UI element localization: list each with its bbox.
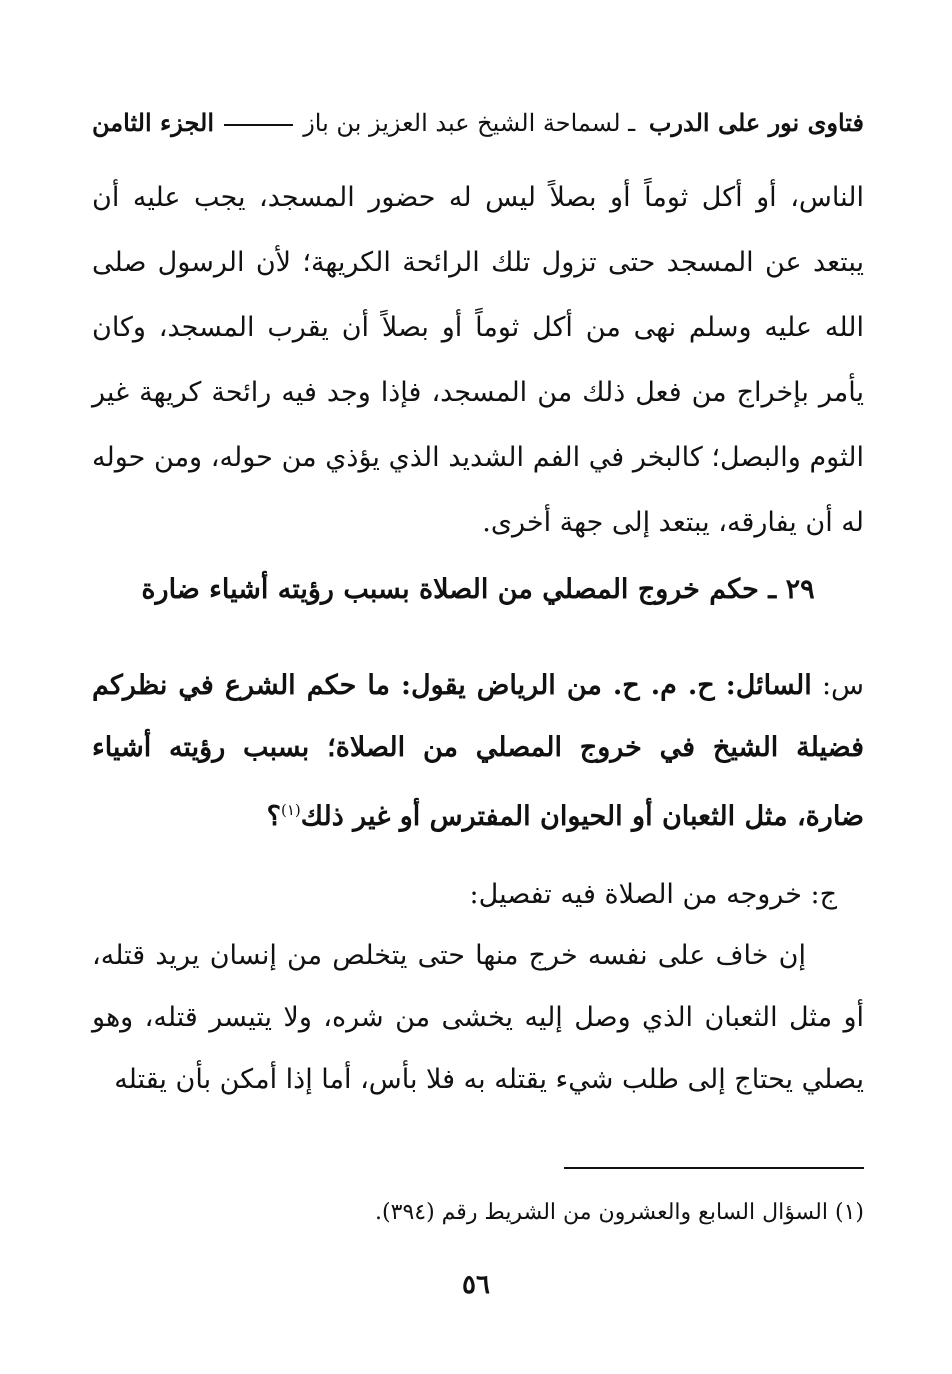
volume-label: الجزء الثامن: [92, 107, 215, 137]
paragraph-2-text: إن خاف على نفسه خرج منها حتى يتخلص من إنسان يريد قتله، أو مثل الثعبان الذي وصل إليه يخشى من شره، ولا يتيسر قتله، وهو يصلي يحتاج إلى طلب شيء يقتله به فلا بأس، أما إذا أمكن بأن يقتله: [92, 940, 864, 1095]
answer-intro: ج: خروجه من الصلاة فيه تفصيل:: [469, 879, 837, 910]
question-mark: ؟: [266, 801, 281, 832]
header-title-group: [303, 108, 864, 137]
section-heading: ٢٩ ـ حكم خروج المصلي من الصلاة بسبب رؤيته أشياء ضارة: [141, 574, 815, 605]
running-header: [92, 102, 864, 142]
book-title: فتاوى نور على الدرب: [648, 107, 864, 137]
question-block: [92, 655, 864, 848]
footnote: (١) السؤال السابع والعشرون من الشريط رقم (٣٩٤).: [375, 1200, 864, 1225]
paragraph-1: الناس، أو أكل ثوماً أو بصلاً ليس له حضور المسجد، يجب عليه أن يبتعد عن المسجد حتى تزول تلك الرائحة الكريهة؛ لأن الرسول صلى الله عليه وسلم نهى من أكل ثوماً أو بصلاً أن يقرب المسجد، وكان يأمر بإخراج من فعل ذلك من المسجد، فإذا وجد فيه رائحة كريهة غير الثوم والبصل؛ كالبخر في الفم الشديد الذي يؤذي من حوله، ومن حوله له أن يفارقه، يبتعد إلى جهة أخرى.: [92, 182, 864, 538]
paragraph-2: [92, 925, 864, 1111]
author-name: ـ لسماحة الشيخ عبد العزيز بن باز: [303, 108, 636, 137]
footnote-reference: (١): [280, 801, 301, 819]
question-prefix: س:: [811, 670, 865, 701]
question-text: السائل: ح. م. ح. من الرياض يقول: ما حكم الشرع في نظركم فضيلة الشيخ في خروج المصلي من الصلاة؛ بسبب رؤيته أشياء ضارة، مثل الثعبان أو الحيوان المفترس أو غير ذلك: [92, 670, 864, 832]
footnote-separator: [564, 1167, 864, 1169]
page-number: ٥٦: [462, 1270, 490, 1300]
header-rule: [224, 124, 293, 126]
